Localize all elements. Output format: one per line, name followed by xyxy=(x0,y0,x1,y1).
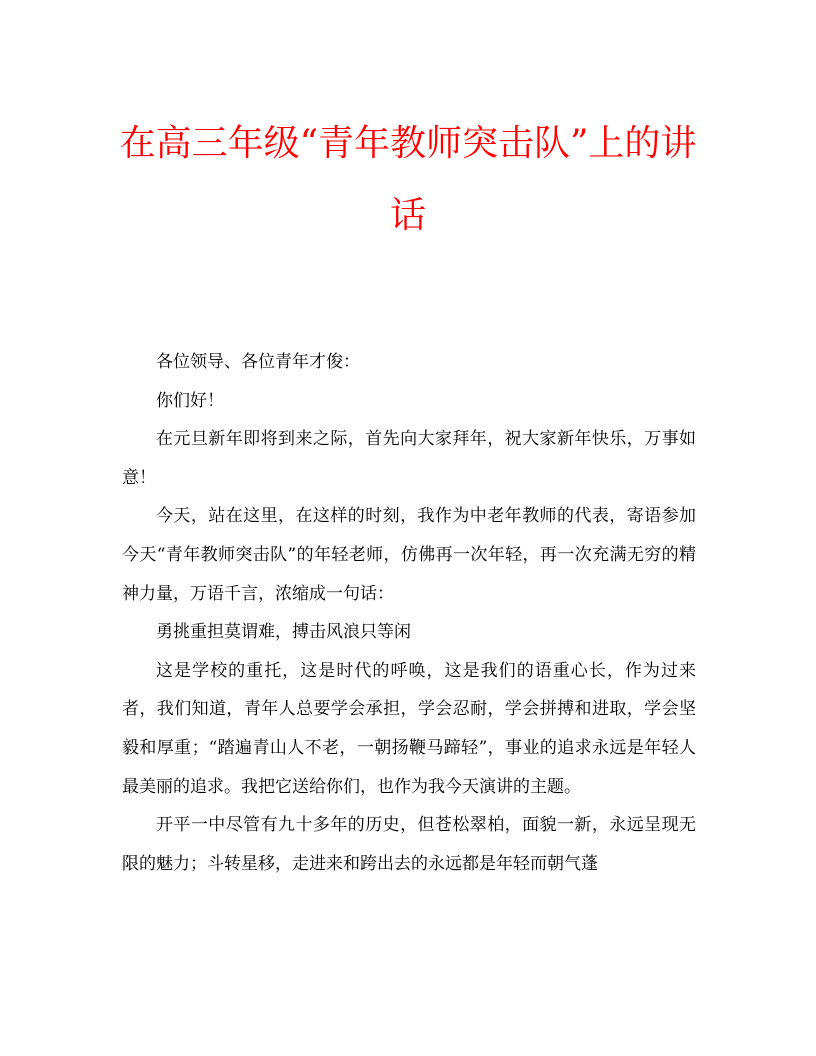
greeting: 你们好！ xyxy=(156,390,224,411)
paragraph-new-year: 在元旦新年即将到来之际，首先向大家拜年，祝大家新年快乐，万事如意！ xyxy=(122,429,696,488)
document-title: 在高三年级“青年教师突击队”上的讲话 xyxy=(119,123,697,236)
paragraph-motto: 勇挑重担莫谓难，搏击风浪只等闲 xyxy=(156,622,411,643)
salutation: 各位领导、各位青年才俊： xyxy=(156,352,360,372)
document-body xyxy=(122,343,696,883)
paragraph-trust: 这是学校的重托，这是时代的呼唤，这是我们的语重心长，作为过来者，我们知道，青年人总要学会承担，学会忍耐，学会拼搏和进取，学会坚毅和厚重；“踏遍青山人不老，一朝扬鞭马蹄轻”，事业的追求永远是年轻人最美丽的追求。我把它送给你们，也作为我今天演讲的主题。 xyxy=(122,660,696,797)
paragraph-today: 今天，站在这里，在这样的时刻，我作为中老年教师的代表，寄语参加今天“青年教师突击队”的年轻老师，仿佛再一次年轻，再一次充满无穷的精神力量，万语千言，浓缩成一句话： xyxy=(122,506,696,604)
paragraph-school-history: 开平一中尽管有九十多年的历史，但苍松翠柏，面貌一新，永远呈现无限的魅力；斗转星移，走进来和跨出去的永远都是年轻而朝气蓬 xyxy=(122,815,696,874)
